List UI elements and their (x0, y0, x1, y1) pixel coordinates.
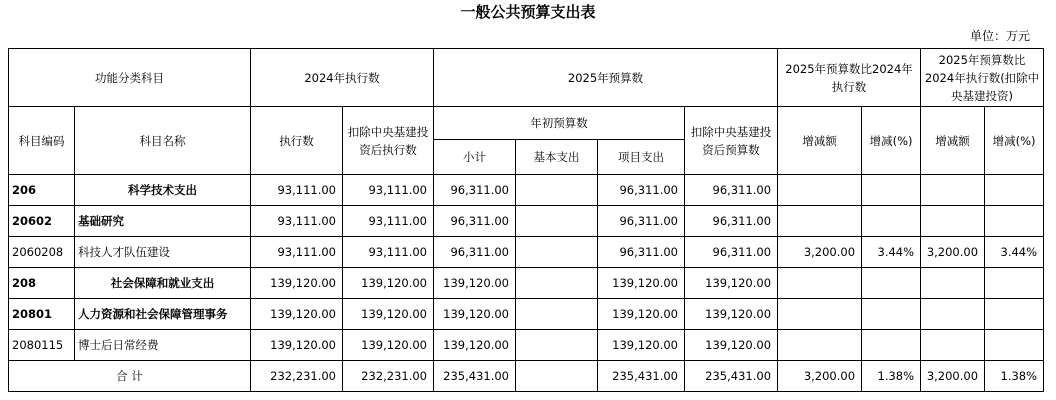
cell-inc-pct-b (985, 206, 1044, 237)
cell-exec: 139,120.00 (251, 299, 343, 330)
header-exec-2024: 2024年执行数 (251, 49, 434, 107)
cell-inc-amt-a (778, 330, 862, 361)
header-inc-amt-b: 增减额 (921, 107, 985, 175)
cell-subtotal: 139,120.00 (434, 268, 516, 299)
cell-exec: 93,111.00 (251, 237, 343, 268)
header-initial-budget: 年初预算数 (434, 107, 685, 140)
cell-basic (516, 237, 598, 268)
table-body (9, 175, 1044, 361)
table-row (9, 237, 1044, 268)
unit-label: 单位：万元 (969, 29, 1030, 43)
cell-inc-pct-a (862, 206, 921, 237)
cell-code: 206 (9, 175, 75, 206)
cell-budget-net: 96,311.00 (685, 237, 778, 268)
total-row (9, 361, 1044, 392)
table-header (9, 49, 1044, 175)
cell-project: 139,120.00 (598, 268, 685, 299)
cell-name: 博士后日常经费 (75, 330, 251, 361)
cell-inc-amt-b (921, 206, 985, 237)
cell-name: 科学技术支出 (75, 175, 251, 206)
header-name: 科目名称 (75, 107, 251, 175)
cell-inc-amt-b (921, 268, 985, 299)
cell-exec: 139,120.00 (251, 268, 343, 299)
total-basic (516, 361, 598, 392)
cell-budget-net: 96,311.00 (685, 175, 778, 206)
table-row (9, 330, 1044, 361)
header-project: 项目支出 (598, 140, 685, 175)
cell-subtotal: 139,120.00 (434, 299, 516, 330)
cell-code: 2080115 (9, 330, 75, 361)
cell-budget-net: 139,120.00 (685, 299, 778, 330)
cell-inc-pct-a (862, 330, 921, 361)
table-row (9, 268, 1044, 299)
budget-table (8, 48, 1044, 392)
header-code: 科目编码 (9, 107, 75, 175)
cell-code: 20801 (9, 299, 75, 330)
table-footer (9, 361, 1044, 392)
header-budget-net: 扣除中央基建投资后预算数 (685, 107, 778, 175)
cell-inc-amt-a (778, 299, 862, 330)
cell-basic (516, 206, 598, 237)
cell-name: 基础研究 (75, 206, 251, 237)
cell-inc-pct-a (862, 175, 921, 206)
table-row (9, 299, 1044, 330)
header-basic: 基本支出 (516, 140, 598, 175)
cell-subtotal: 96,311.00 (434, 237, 516, 268)
header-inc-pct-b: 增减(%) (985, 107, 1044, 175)
cell-budget-net: 139,120.00 (685, 330, 778, 361)
cell-exec-net: 93,111.00 (343, 175, 434, 206)
header-subtotal: 小计 (434, 140, 516, 175)
cell-budget-net: 139,120.00 (685, 268, 778, 299)
cell-exec-net: 139,120.00 (343, 330, 434, 361)
table-row (9, 175, 1044, 206)
header-exec: 执行数 (251, 107, 343, 175)
cell-project: 96,311.00 (598, 175, 685, 206)
cell-subtotal: 139,120.00 (434, 330, 516, 361)
cell-inc-amt-a (778, 175, 862, 206)
cell-exec: 93,111.00 (251, 175, 343, 206)
header-compare-a: 2025年预算数比2024年执行数 (778, 49, 921, 107)
cell-inc-pct-b (985, 299, 1044, 330)
table-row (9, 206, 1044, 237)
cell-basic (516, 299, 598, 330)
cell-basic (516, 268, 598, 299)
total-budget-net: 235,431.00 (685, 361, 778, 392)
cell-inc-amt-b (921, 299, 985, 330)
cell-project: 139,120.00 (598, 330, 685, 361)
cell-exec-net: 139,120.00 (343, 299, 434, 330)
total-exec: 232,231.00 (251, 361, 343, 392)
header-inc-amt-a: 增减额 (778, 107, 862, 175)
total-inc-pct-a: 1.38% (862, 361, 921, 392)
cell-inc-pct-a (862, 268, 921, 299)
cell-name: 社会保障和就业支出 (75, 268, 251, 299)
header-compare-b: 2025年预算数比2024年执行数(扣除中央基建投资) (921, 49, 1044, 107)
cell-inc-amt-a (778, 268, 862, 299)
cell-subtotal: 96,311.00 (434, 175, 516, 206)
cell-budget-net: 96,311.00 (685, 206, 778, 237)
cell-inc-pct-a (862, 299, 921, 330)
total-inc-amt-a: 3,200.00 (778, 361, 862, 392)
cell-inc-pct-b (985, 175, 1044, 206)
cell-inc-pct-b: 3.44% (985, 237, 1044, 268)
cell-inc-amt-a: 3,200.00 (778, 237, 862, 268)
cell-exec-net: 93,111.00 (343, 237, 434, 268)
cell-project: 96,311.00 (598, 206, 685, 237)
total-project: 235,431.00 (598, 361, 685, 392)
total-exec-net: 232,231.00 (343, 361, 434, 392)
header-func-class: 功能分类科目 (9, 49, 251, 107)
cell-inc-amt-b (921, 330, 985, 361)
cell-inc-amt-a (778, 206, 862, 237)
cell-inc-pct-b (985, 330, 1044, 361)
cell-name: 科技人才队伍建设 (75, 237, 251, 268)
cell-subtotal: 96,311.00 (434, 206, 516, 237)
header-exec-net: 扣除中央基建投资后执行数 (343, 107, 434, 175)
cell-inc-amt-b: 3,200.00 (921, 237, 985, 268)
total-inc-amt-b: 3,200.00 (921, 361, 985, 392)
cell-inc-amt-b (921, 175, 985, 206)
cell-code: 2060208 (9, 237, 75, 268)
page-title: 一般公共预算支出表 (460, 3, 596, 21)
cell-exec-net: 139,120.00 (343, 268, 434, 299)
total-inc-pct-b: 1.38% (985, 361, 1044, 392)
header-inc-pct-a: 增减(%) (862, 107, 921, 175)
cell-basic (516, 330, 598, 361)
total-subtotal: 235,431.00 (434, 361, 516, 392)
cell-name: 人力资源和社会保障管理事务 (75, 299, 251, 330)
cell-code: 208 (9, 268, 75, 299)
cell-exec-net: 93,111.00 (343, 206, 434, 237)
cell-inc-pct-a: 3.44% (862, 237, 921, 268)
header-budget-2025: 2025年预算数 (434, 49, 778, 107)
cell-exec: 139,120.00 (251, 330, 343, 361)
cell-code: 20602 (9, 206, 75, 237)
cell-project: 139,120.00 (598, 299, 685, 330)
cell-exec: 93,111.00 (251, 206, 343, 237)
cell-inc-pct-b (985, 268, 1044, 299)
cell-basic (516, 175, 598, 206)
total-label: 合 计 (9, 361, 251, 392)
cell-project: 96,311.00 (598, 237, 685, 268)
